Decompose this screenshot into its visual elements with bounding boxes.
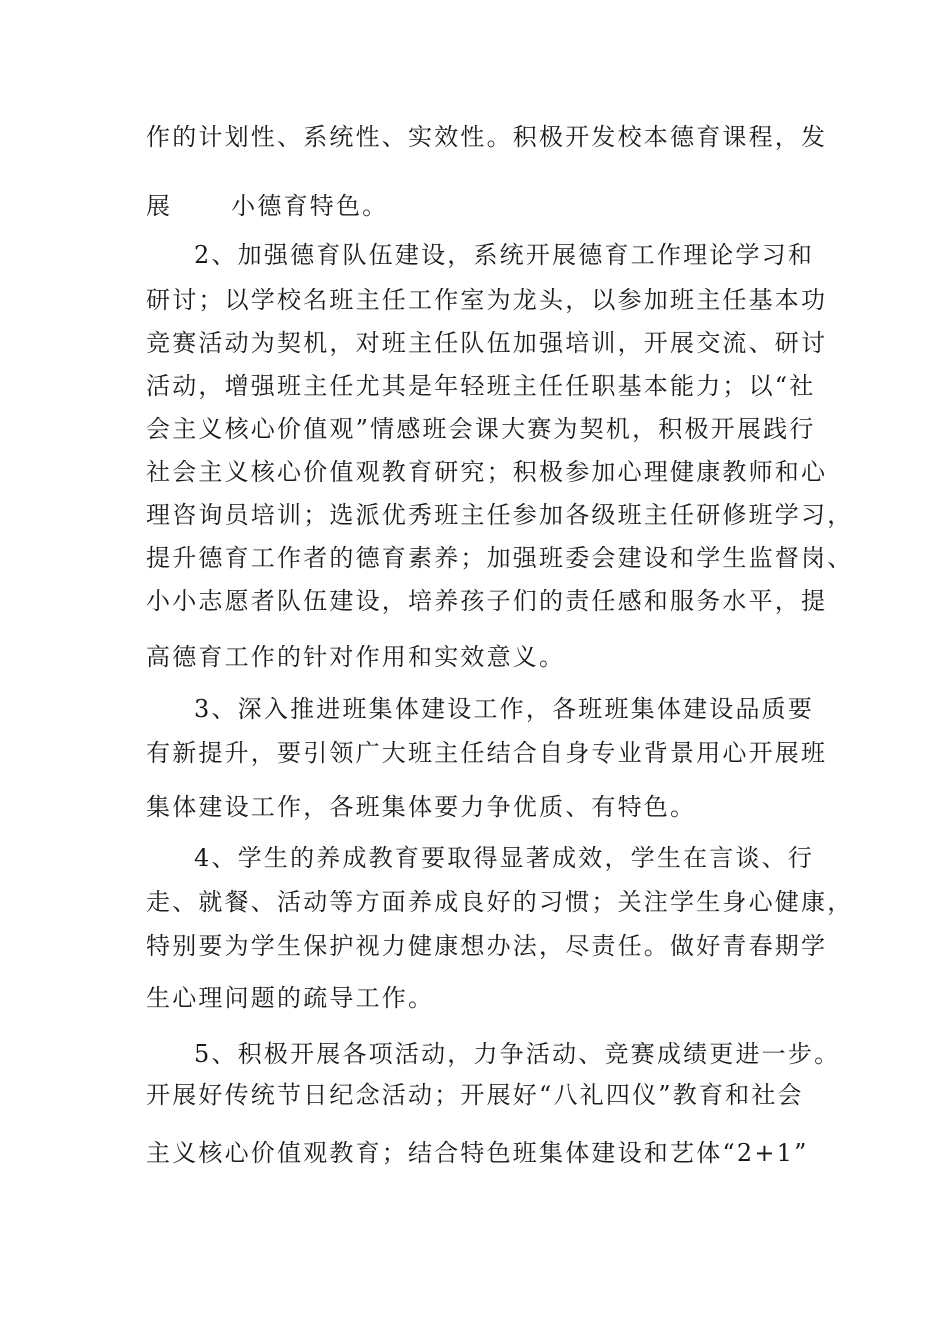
text-line: 特别要为学生保护视力健康想办法，尽责任。做好青春期学 <box>146 932 828 960</box>
paragraph-5-line: 5、积极开展各项活动，力争活动、竞赛成绩更进一步。 <box>194 1040 841 1068</box>
text-line: 提升德育工作者的德育素养；加强班委会建设和学生监督岗、 <box>146 544 854 572</box>
text-line: 高德育工作的针对作用和实效意义。 <box>146 643 566 671</box>
paragraph-4-line: 4、学生的养成教育要取得显著成效，学生在言谈、行 <box>194 844 815 872</box>
text-line: 主义核心价值观教育；结合特色班集体建设和艺体“2+1” <box>146 1139 809 1167</box>
text-line: 竞赛活动为契机，对班主任队伍加强培训，开展交流、研讨 <box>146 329 828 357</box>
text-line: 开展好传统节日纪念活动；开展好“八礼四仪”教育和社会 <box>146 1081 804 1109</box>
paragraph-2-line: 2、加强德育队伍建设，系统开展德育工作理论学习和 <box>194 241 815 269</box>
text-line: 作的计划性、系统性、实效性。积极开发校本德育课程，发 <box>146 123 828 151</box>
text-line: 会主义核心价值观”情感班会课大赛为契机，积极开展践行 <box>146 415 816 443</box>
text-line: 生心理问题的疏导工作。 <box>146 984 435 1012</box>
text-line: 活动，增强班主任尤其是年轻班主任任职基本能力；以“社 <box>146 372 816 400</box>
text-line: 有新提升，要引领广大班主任结合自身专业背景用心开展班 <box>146 739 828 767</box>
text-line: 集体建设工作，各班集体要力争优质、有特色。 <box>146 793 697 821</box>
text-line: 展 小德育特色。 <box>146 192 389 220</box>
text-line: 走、就餐、活动等方面养成良好的习惯；关注学生身心健康， <box>146 888 854 916</box>
text-line: 理咨询员培训；选派优秀班主任参加各级班主任研修班学习， <box>146 501 854 529</box>
text-line: 小小志愿者队伍建设，培养孩子们的责任感和服务水平，提 <box>146 587 828 615</box>
text-line: 社会主义核心价值观教育研究；积极参加心理健康教师和心 <box>146 458 828 486</box>
paragraph-3-line: 3、深入推进班集体建设工作，各班班集体建设品质要 <box>194 695 815 723</box>
text-line: 研讨；以学校名班主任工作室为龙头，以参加班主任基本功 <box>146 286 828 314</box>
